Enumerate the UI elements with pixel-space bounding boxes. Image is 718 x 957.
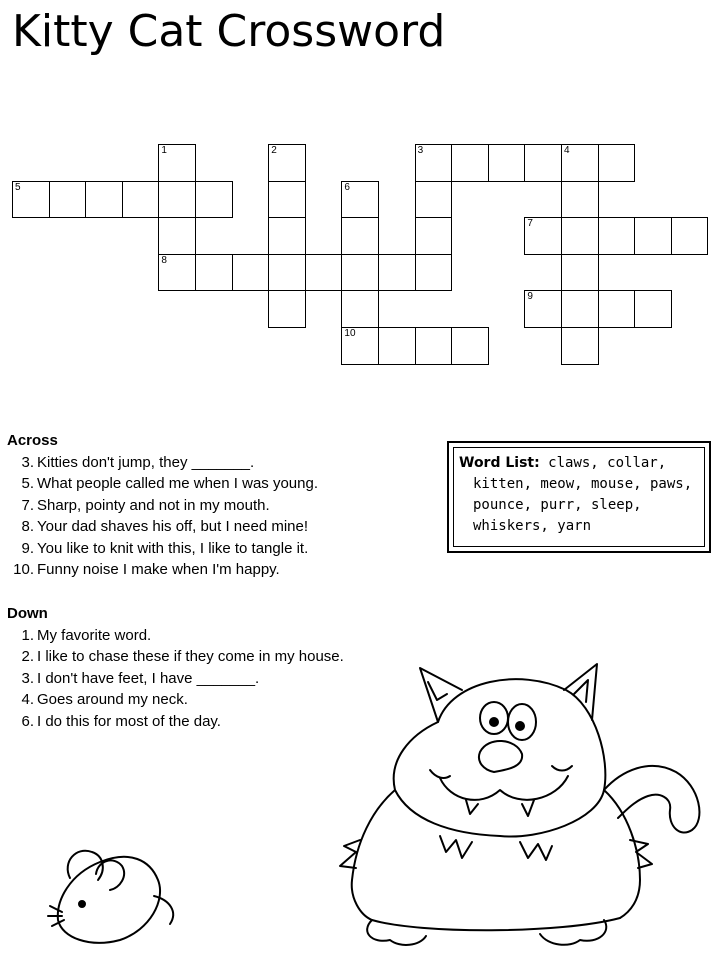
grid-cell[interactable]: [268, 181, 306, 219]
grid-cell[interactable]: [378, 327, 416, 365]
clue-number: 5.: [21, 475, 34, 492]
clue-text: My favorite word.: [37, 626, 152, 644]
clue-text: Your dad shaves his off, but I need mine!: [37, 518, 309, 535]
word-list-heading: Word List:: [459, 455, 540, 471]
grid-cell[interactable]: [49, 181, 87, 219]
clue-text: Goes around my neck.: [37, 691, 188, 708]
down-clues: [7, 603, 344, 732]
down-heading: Down: [7, 605, 48, 622]
grid-cell[interactable]: [341, 327, 379, 365]
grid-cell-number: 5: [15, 181, 21, 193]
clue-across-7: [7, 495, 318, 517]
grid-cell[interactable]: [561, 144, 599, 182]
clue-text: What people called me when I was young.: [37, 475, 318, 492]
across-clues: [7, 430, 318, 581]
grid-cell[interactable]: [158, 181, 196, 219]
clue-down-4: [7, 689, 344, 711]
grid-cell[interactable]: [415, 144, 453, 182]
grid-cell[interactable]: [268, 217, 306, 255]
clue-across-9: [7, 538, 318, 560]
clue-across-5: [7, 473, 318, 495]
word-list-line: kitten, meow, mouse, paws,: [473, 476, 693, 492]
grid-cell[interactable]: [341, 290, 379, 328]
clue-number: 3.: [21, 669, 34, 687]
grid-cell[interactable]: [634, 217, 672, 255]
grid-cell[interactable]: [524, 217, 562, 255]
clue-across-10: [7, 559, 318, 581]
grid-cell-number: 2: [271, 145, 277, 156]
grid-cell[interactable]: [451, 327, 489, 365]
page-title: Kitty Cat Crossword: [12, 6, 446, 57]
grid-cell[interactable]: [451, 144, 489, 182]
clue-text: You like to knit with this, I like to tangle it.: [37, 539, 309, 557]
grid-cell-number: 9: [527, 291, 533, 303]
word-list-line: claws, collar,: [548, 455, 667, 471]
grid-cell[interactable]: [415, 327, 453, 365]
clue-down-3: [7, 668, 344, 690]
grid-cell-number: 7: [527, 218, 533, 230]
grid-cell[interactable]: [561, 327, 599, 365]
grid-cell[interactable]: [158, 254, 196, 292]
grid-cell[interactable]: [85, 181, 123, 219]
grid-cell[interactable]: [561, 181, 599, 219]
grid-cell-number: 1: [161, 145, 167, 156]
grid-cell[interactable]: [232, 254, 270, 292]
grid-cell[interactable]: [341, 254, 379, 292]
clue-number: 2.: [21, 648, 34, 665]
grid-cell[interactable]: [415, 181, 453, 219]
clue-down-1: [7, 625, 344, 647]
grid-cell[interactable]: [524, 290, 562, 328]
clue-number: 3.: [21, 453, 34, 471]
grid-cell[interactable]: [12, 181, 50, 219]
clue-number: 7.: [21, 496, 34, 514]
clue-number: 10.: [13, 561, 34, 578]
word-list-box: [447, 441, 711, 553]
across-heading: Across: [7, 432, 58, 449]
grid-cell[interactable]: [268, 290, 306, 328]
clue-across-3: [7, 452, 318, 474]
word-list-text: [459, 453, 699, 537]
grid-cell[interactable]: [341, 217, 379, 255]
word-list-line: whiskers, yarn: [473, 518, 592, 534]
clue-text: Sharp, pointy and not in my mouth.: [37, 496, 270, 514]
grid-cell[interactable]: [122, 181, 160, 219]
grid-cell-number: 6: [344, 181, 350, 193]
grid-cell[interactable]: [378, 254, 416, 292]
clue-number: 4.: [21, 691, 34, 708]
grid-cell[interactable]: [415, 254, 453, 292]
grid-cell[interactable]: [598, 290, 636, 328]
clue-text: Funny noise I make when I'm happy.: [37, 561, 280, 578]
grid-cell[interactable]: [524, 144, 562, 182]
clue-number: 8.: [21, 518, 34, 535]
grid-cell[interactable]: [598, 217, 636, 255]
grid-cell[interactable]: [158, 217, 196, 255]
grid-cell-number: 8: [161, 254, 167, 266]
grid-cell[interactable]: [488, 144, 526, 182]
grid-cell[interactable]: [561, 254, 599, 292]
grid-cell-number: 4: [564, 145, 570, 156]
clue-number: 6.: [21, 712, 34, 730]
grid-cell[interactable]: [634, 290, 672, 328]
grid-cell[interactable]: [195, 254, 233, 292]
clue-across-8: [7, 516, 318, 538]
grid-cell[interactable]: [268, 254, 306, 292]
grid-cell[interactable]: [195, 181, 233, 219]
clue-down-6: [7, 711, 344, 733]
grid-cell[interactable]: [268, 144, 306, 182]
clue-number: 1.: [21, 626, 34, 644]
grid-cell[interactable]: [561, 217, 599, 255]
clue-number: 9.: [21, 539, 34, 557]
clue-text: I do this for most of the day.: [37, 712, 221, 730]
clue-text: I like to chase these if they come in my house.: [37, 648, 344, 665]
clue-down-2: [7, 646, 344, 668]
grid-cell[interactable]: [671, 217, 709, 255]
word-list-line: pounce, purr, sleep,: [473, 497, 642, 513]
grid-cell[interactable]: [598, 144, 636, 182]
clue-text: Kitties don't jump, they _______.: [37, 453, 255, 471]
clue-text: I don't have feet, I have _______.: [37, 669, 260, 687]
grid-cell[interactable]: [305, 254, 343, 292]
grid-cell[interactable]: [415, 217, 453, 255]
grid-cell[interactable]: [561, 290, 599, 328]
grid-cell[interactable]: [158, 144, 196, 182]
grid-cell-number: 3: [417, 145, 424, 156]
grid-cell[interactable]: [341, 181, 379, 219]
grid-cell-number: 10: [344, 328, 356, 339]
